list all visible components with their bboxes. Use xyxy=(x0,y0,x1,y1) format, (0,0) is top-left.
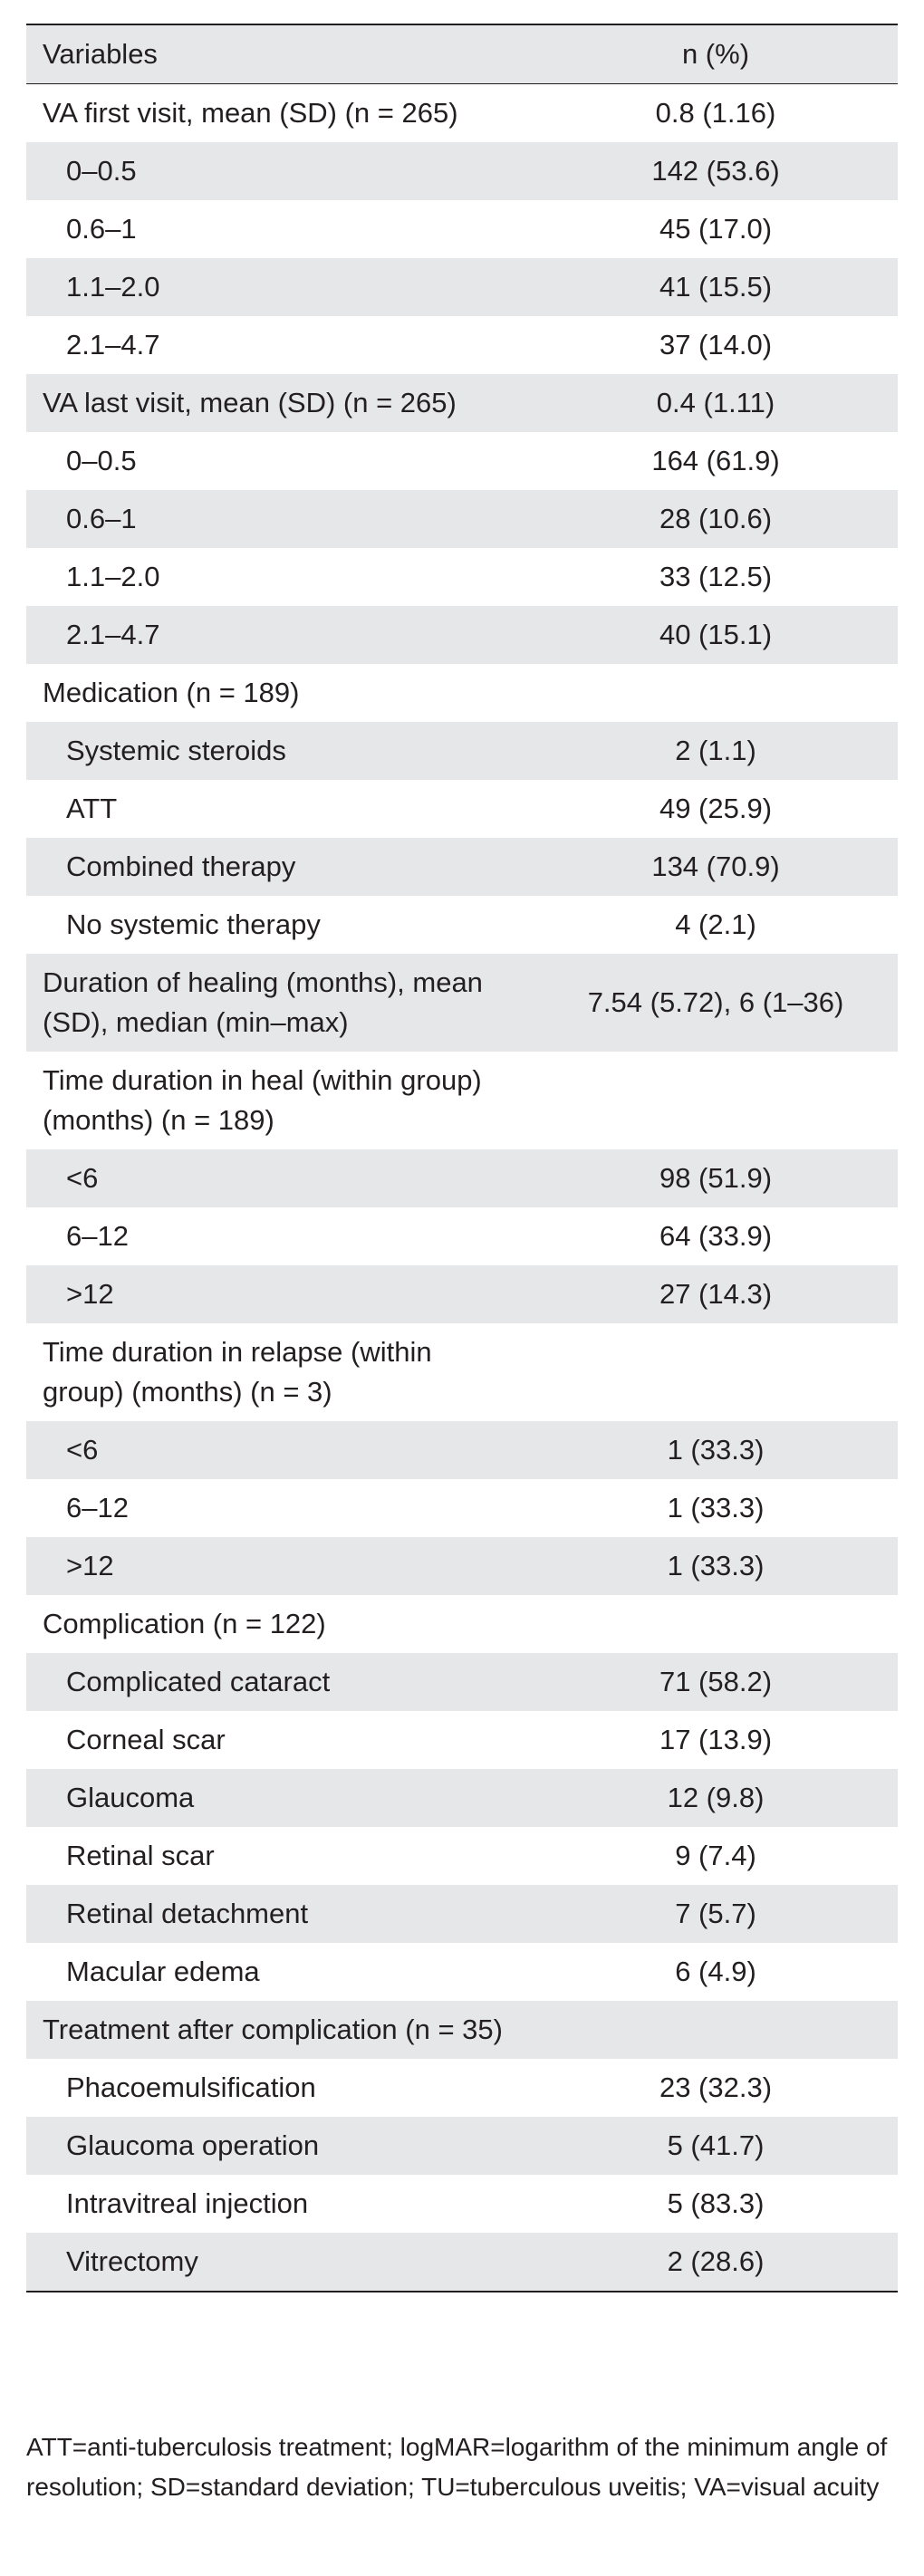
row-label: ATT xyxy=(66,793,118,824)
row-value: 2 (1.1) xyxy=(675,735,756,766)
table-row xyxy=(26,1207,898,1265)
table-row xyxy=(26,258,898,316)
results-table-container xyxy=(26,24,898,2292)
table-row xyxy=(26,1052,898,1149)
table-row xyxy=(26,1323,898,1421)
table-row xyxy=(26,2117,898,2175)
row-label: 0–0.5 xyxy=(66,445,137,476)
table-row xyxy=(26,780,898,838)
table-row xyxy=(26,2059,898,2117)
table-row xyxy=(26,1769,898,1827)
table-row xyxy=(26,432,898,490)
row-label: VA last visit, mean (SD) (n = 265) xyxy=(43,387,457,418)
row-label: Medication (n = 189) xyxy=(43,677,300,708)
row-value: 0.8 (1.16) xyxy=(655,97,776,129)
row-value: 98 (51.9) xyxy=(659,1162,773,1194)
table-row xyxy=(26,2233,898,2292)
row-value: 142 (53.6) xyxy=(651,155,780,187)
table-row xyxy=(26,896,898,954)
row-value: 33 (12.5) xyxy=(659,561,773,592)
row-label: Intravitreal injection xyxy=(66,2187,309,2219)
row-value: 49 (25.9) xyxy=(659,793,773,824)
row-value: 1 (33.3) xyxy=(667,1550,765,1581)
table-row xyxy=(26,1653,898,1711)
row-value: 40 (15.1) xyxy=(659,619,773,650)
table-row xyxy=(26,1885,898,1943)
table-row xyxy=(26,954,898,1052)
row-value xyxy=(534,1323,898,1421)
row-label: Glaucoma operation xyxy=(66,2129,320,2161)
row-label: <6 xyxy=(66,1162,99,1194)
table-row xyxy=(26,1711,898,1769)
table-row xyxy=(26,1265,898,1323)
table-row xyxy=(26,490,898,548)
row-label: Complication (n = 122) xyxy=(43,1608,326,1639)
row-label: Corneal scar xyxy=(66,1724,226,1755)
row-label: Time duration in heal (within group) (months) (n = 189) xyxy=(43,1064,482,1136)
row-label: Phacoemulsification xyxy=(66,2071,316,2103)
table-footnote: ATT=anti-tuberculosis treatment; logMAR=logarithm of the minimum angle of resolution; SD=standard deviation; TU=tuberculous uveitis; VA=visual acuity xyxy=(26,2433,888,2501)
row-value: 164 (61.9) xyxy=(651,445,780,476)
row-value: 5 (83.3) xyxy=(667,2187,765,2219)
row-value: 64 (33.9) xyxy=(659,1220,773,1252)
row-value xyxy=(534,664,898,722)
row-label: Combined therapy xyxy=(66,851,296,882)
table-row xyxy=(26,722,898,780)
row-label: Retinal detachment xyxy=(66,1898,309,1929)
table-row xyxy=(26,1421,898,1479)
table-row xyxy=(26,142,898,200)
table-row xyxy=(26,374,898,432)
table-row xyxy=(26,1479,898,1537)
row-value: 41 (15.5) xyxy=(659,271,773,303)
row-label: Vitrectomy xyxy=(66,2245,198,2277)
table-row xyxy=(26,316,898,374)
row-label: 1.1–2.0 xyxy=(66,561,160,592)
row-value: 6 (4.9) xyxy=(675,1956,756,1987)
table-row xyxy=(26,1537,898,1595)
row-label: 6–12 xyxy=(66,1492,129,1523)
row-label: 0–0.5 xyxy=(66,155,137,187)
row-label: 2.1–4.7 xyxy=(66,619,160,650)
row-label: Treatment after complication (n = 35) xyxy=(43,2014,503,2045)
row-label: Systemic steroids xyxy=(66,735,286,766)
row-label: Macular edema xyxy=(66,1956,260,1987)
table-row xyxy=(26,1943,898,2001)
table-row xyxy=(26,2175,898,2233)
table-row xyxy=(26,1595,898,1653)
row-value xyxy=(534,1052,898,1149)
row-value: 5 (41.7) xyxy=(667,2129,765,2161)
row-label: >12 xyxy=(66,1550,114,1581)
table-row xyxy=(26,200,898,258)
row-value: 7.54 (5.72), 6 (1–36) xyxy=(587,986,844,1018)
row-label: <6 xyxy=(66,1434,99,1466)
row-label: No systemic therapy xyxy=(66,908,321,940)
table-body xyxy=(26,84,898,2292)
table-row xyxy=(26,84,898,143)
row-label: 0.6–1 xyxy=(66,503,137,534)
row-label: Duration of healing (months), mean (SD), median (min–max) xyxy=(43,966,483,1038)
header-row xyxy=(26,24,898,84)
row-value: 71 (58.2) xyxy=(659,1666,773,1697)
row-label: Retinal scar xyxy=(66,1840,215,1871)
row-label: Glaucoma xyxy=(66,1782,195,1813)
row-value: 17 (13.9) xyxy=(659,1724,773,1755)
row-value: 1 (33.3) xyxy=(667,1492,765,1523)
row-value: 27 (14.3) xyxy=(659,1278,773,1310)
row-value: 23 (32.3) xyxy=(659,2071,773,2103)
table-row xyxy=(26,1149,898,1207)
row-value: 37 (14.0) xyxy=(659,329,773,360)
row-label: >12 xyxy=(66,1278,114,1310)
row-value: 0.4 (1.11) xyxy=(656,387,775,418)
row-value: 9 (7.4) xyxy=(675,1840,756,1871)
row-label: VA first visit, mean (SD) (n = 265) xyxy=(43,97,458,129)
row-label: 1.1–2.0 xyxy=(66,271,160,303)
table-header xyxy=(26,24,898,84)
table-row xyxy=(26,606,898,664)
row-value: 28 (10.6) xyxy=(659,503,773,534)
row-label: Time duration in relapse (within group) (months) (n = 3) xyxy=(43,1336,432,1408)
table-row xyxy=(26,2001,898,2059)
row-label: 2.1–4.7 xyxy=(66,329,160,360)
row-value: 134 (70.9) xyxy=(651,851,780,882)
row-value xyxy=(534,1595,898,1653)
results-table xyxy=(26,24,898,2292)
row-value: 12 (9.8) xyxy=(667,1782,765,1813)
header-variables: Variables xyxy=(43,38,158,70)
row-value: 4 (2.1) xyxy=(675,908,756,940)
row-label: 0.6–1 xyxy=(66,213,137,245)
table-row xyxy=(26,548,898,606)
row-value: 45 (17.0) xyxy=(659,213,773,245)
row-value: 2 (28.6) xyxy=(667,2245,765,2277)
row-value: 7 (5.7) xyxy=(675,1898,756,1929)
row-value: 1 (33.3) xyxy=(667,1434,765,1466)
row-value xyxy=(534,2001,898,2059)
table-row xyxy=(26,838,898,896)
header-n-percent: n (%) xyxy=(681,38,750,70)
table-row xyxy=(26,1827,898,1885)
row-label: Complicated cataract xyxy=(66,1666,331,1697)
row-label: 6–12 xyxy=(66,1220,129,1252)
table-row xyxy=(26,664,898,722)
